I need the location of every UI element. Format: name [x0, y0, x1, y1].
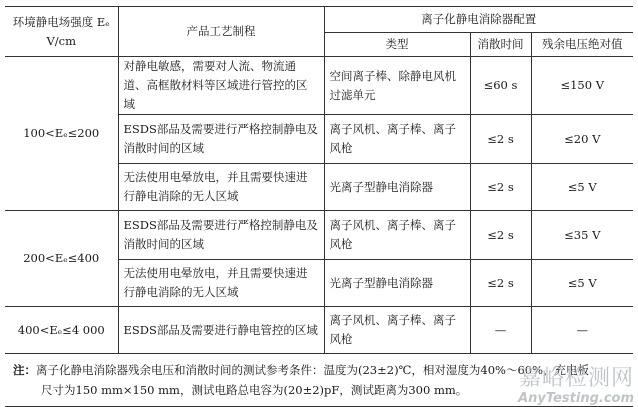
process-cell: 无法使用电晕放电，并且需要快速进行静电消除的无人区域 [118, 260, 324, 307]
time-cell: ≤2 s [470, 164, 531, 211]
type-cell: 光离子型静电消除器 [324, 260, 470, 307]
note-label: 注： [13, 363, 36, 377]
table-row [5, 307, 633, 354]
process-cell: ESDS部品及需要进行严格控制静电及消散时间的区域 [118, 115, 324, 164]
type-cell: 空间离子棒、除静电风机过滤单元 [324, 57, 470, 115]
voltage-cell: ≤150 V [531, 57, 633, 115]
range-cell: 400<Eₑ≤4 000 [5, 307, 118, 354]
voltage-cell: ≤35 V [531, 211, 633, 260]
header-field-strength-label: 环境静电场强度 Eₑ [12, 14, 110, 29]
note-cell [5, 354, 633, 407]
header-process: 产品工艺制程 [118, 7, 324, 57]
voltage-cell: ≤5 V [531, 260, 633, 307]
voltage-cell: ≤20 V [531, 115, 633, 164]
header-type: 类型 [324, 33, 470, 57]
note-row [5, 354, 633, 407]
process-cell: 对静电敏感，需要对人流、物流通道、高框散材料等区域进行管控的区域 [118, 57, 324, 115]
watermark-cn: 嘉峪检测网 [518, 366, 634, 391]
watermark-en: AnyTesting.com [518, 391, 634, 406]
process-cell: ESDS部品及需要进行严格控制静电及消散时间的区域 [118, 211, 324, 260]
type-cell: 离子风机、离子棒、离子风枪 [324, 307, 470, 354]
header-discharge-time: 消散时间 [470, 33, 531, 57]
type-cell: 光离子型静电消除器 [324, 164, 470, 211]
header-row-1 [5, 7, 633, 33]
process-cell: 无法使用电晕放电，并且需要快速进行静电消除的无人区域 [118, 164, 324, 211]
time-cell: ≤60 s [470, 57, 531, 115]
esd-config-table [5, 6, 633, 407]
note-line-2: 尺寸为150 mm×150 mm，测试电路总电容为(20±2)pF，测试距离为300 mm。 [41, 383, 468, 397]
note-line-1: 离子化静电消除器残余电压和消散时间的测试参考条件：温度为(23±2)℃，相对湿度为40%～60%，充电板 [36, 363, 590, 377]
time-cell: — [470, 307, 531, 354]
time-cell: ≤2 s [470, 260, 531, 307]
voltage-cell: ≤5 V [531, 164, 633, 211]
header-field-strength [5, 7, 118, 57]
range-cell: 100<Eₑ≤200 [5, 57, 118, 211]
table-row [5, 57, 633, 115]
table-row [5, 211, 633, 260]
header-residual-voltage: 残余电压绝对值 [531, 33, 633, 57]
header-config-group: 离子化静电消除器配置 [324, 7, 633, 33]
range-cell: 200<Eₑ≤400 [5, 211, 118, 307]
type-cell: 离子风机、离子棒、离子风枪 [324, 211, 470, 260]
type-cell: 离子风机、离子棒、离子风枪 [324, 115, 470, 164]
process-cell: ESDS部品及需要进行静电管控的区域 [118, 307, 324, 354]
time-cell: ≤2 s [470, 115, 531, 164]
header-field-unit: V/cm [46, 33, 77, 48]
time-cell: ≤2 s [470, 211, 531, 260]
voltage-cell: — [531, 307, 633, 354]
